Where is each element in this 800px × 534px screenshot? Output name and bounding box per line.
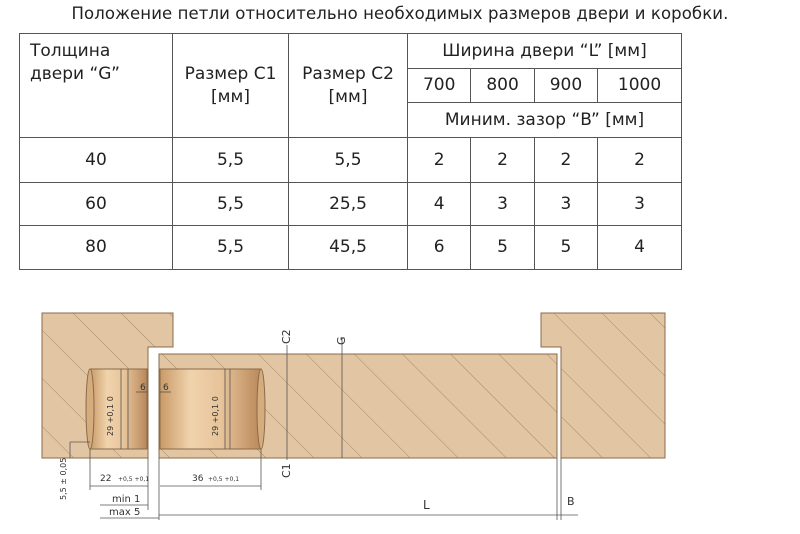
header-door-width: Ширина двери “L” [мм] [408, 34, 682, 69]
label-l: L [423, 498, 430, 512]
right-frame-profile [541, 313, 665, 458]
hinge-spec-table [19, 33, 682, 270]
row3-gap-800: 5 [471, 226, 534, 270]
tolerance-36: +0,5 +0,1 [208, 476, 240, 483]
row1-g: 40 [20, 138, 173, 183]
row1-gap-700: 2 [408, 138, 471, 183]
row2-gap-800: 3 [471, 182, 534, 226]
row2-g: 60 [20, 182, 173, 226]
header-c1-line1: Размер С1 [184, 63, 277, 84]
row1-gap-1000: 2 [598, 138, 682, 183]
row3-gap-1000: 4 [598, 226, 682, 270]
row3-g: 80 [20, 226, 173, 270]
header-size-c1 [173, 34, 289, 138]
row3-c1: 5,5 [173, 226, 289, 270]
label-5-5: 5,5 ± 0,05 [59, 457, 68, 500]
width-700: 700 [408, 69, 471, 102]
label-min: min 1 [112, 494, 141, 505]
row2-gap-1000: 3 [598, 182, 682, 226]
row3-gap-900: 5 [534, 226, 597, 270]
width-900: 900 [534, 69, 597, 102]
row1-gap-900: 2 [534, 138, 597, 183]
label-6-right: 6 [163, 383, 169, 393]
page-title: Положение петли относительно необходимых размеров двери и коробки. [71, 4, 729, 23]
header-thickness-line1: Толщина [30, 41, 111, 61]
label-29-right: 29 +0,1 0 [211, 396, 220, 436]
label-29-left: 29 +0,1 0 [106, 396, 115, 436]
row1-c2: 5,5 [289, 138, 408, 183]
label-b: B [567, 495, 575, 508]
header-c2-line1: Размер С2 [302, 63, 394, 84]
label-g: G [335, 336, 348, 345]
label-36: 36 [192, 474, 204, 484]
hinge-position-drawing [0, 290, 800, 534]
header-door-thickness [20, 34, 173, 138]
tolerance-22: +0,5 +0,1 [118, 476, 150, 483]
label-max: max 5 [109, 507, 141, 518]
label-c2: C2 [280, 329, 293, 344]
label-22: 22 [100, 474, 112, 484]
row2-gap-900: 3 [534, 182, 597, 226]
label-6-left: 6 [140, 383, 146, 393]
row2-c2: 25,5 [289, 182, 408, 226]
row3-c2: 45,5 [289, 226, 408, 270]
header-c2-line2: [мм] [328, 86, 368, 107]
width-1000: 1000 [598, 69, 682, 102]
label-c1: C1 [280, 463, 293, 478]
header-min-gap: Миним. зазор “B” [мм] [408, 102, 682, 137]
row1-c1: 5,5 [173, 138, 289, 183]
row2-c1: 5,5 [173, 182, 289, 226]
header-size-c2 [289, 34, 408, 138]
row2-gap-700: 4 [408, 182, 471, 226]
row3-gap-700: 6 [408, 226, 471, 270]
hinge-cylinder-left [90, 369, 147, 449]
row1-gap-800: 2 [471, 138, 534, 183]
header-thickness-line2: двери “G” [30, 63, 120, 84]
width-800: 800 [471, 69, 534, 102]
header-c1-line2: [мм] [211, 86, 250, 107]
